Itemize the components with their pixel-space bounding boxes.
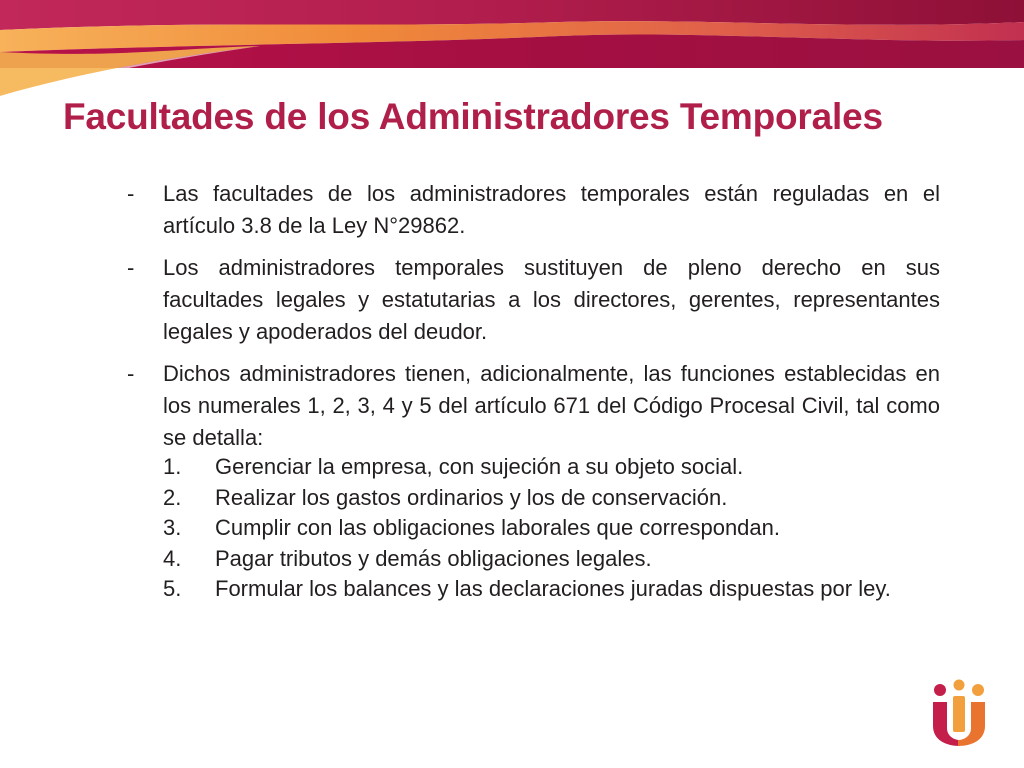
list-number: 1. xyxy=(163,454,182,479)
people-logo-icon xyxy=(930,678,988,746)
list-number: 3. xyxy=(163,515,182,540)
list-item-text: Gerenciar la empresa, con sujeción a su objeto social. xyxy=(215,454,744,479)
bullet-text: Dichos administradores tienen, adicionalmente, las funciones establecidas en los numerales 1, 2, 3, 4 y 5 del artículo 671 del Código Procesal Civil, tal como se detalla: xyxy=(163,361,940,450)
bullet-text: Las facultades de los administradores temporales están reguladas en el artículo 3.8 de la Ley N°29862. xyxy=(163,181,940,238)
list-item xyxy=(163,452,940,483)
list-item-text: Realizar los gastos ordinarios y los de conservación. xyxy=(215,484,728,510)
list-item xyxy=(163,574,940,605)
bullet-marker: - xyxy=(127,181,135,206)
page-title: Facultades de los Administradores Temporales xyxy=(63,96,883,137)
list-number: 2. xyxy=(163,484,182,510)
list-item-text: Pagar tributos y demás obligaciones legales. xyxy=(215,545,652,571)
list-item-text: Cumplir con las obligaciones laborales que correspondan. xyxy=(215,515,780,540)
bullet-item xyxy=(127,178,940,242)
bullet-item xyxy=(127,252,953,348)
header-banner xyxy=(0,0,1024,100)
list-number: 5. xyxy=(163,576,182,601)
list-item xyxy=(163,544,940,575)
list-item xyxy=(163,513,940,544)
slide-content xyxy=(127,178,953,605)
bullet-item xyxy=(127,358,940,454)
bullet-marker: - xyxy=(127,361,135,386)
bullet-marker: - xyxy=(127,255,135,280)
bullet-text: Los administradores temporales sustituyen de pleno derecho en sus facultades legales y estatutarias a los directores, gerentes, representantes legales y apoderados del deudor. xyxy=(163,255,953,344)
list-item-text: Formular los balances y las declaraciones juradas dispuestas por ley. xyxy=(215,576,891,601)
list-item xyxy=(163,483,940,514)
numbered-list xyxy=(127,452,940,605)
list-number: 4. xyxy=(163,545,182,571)
